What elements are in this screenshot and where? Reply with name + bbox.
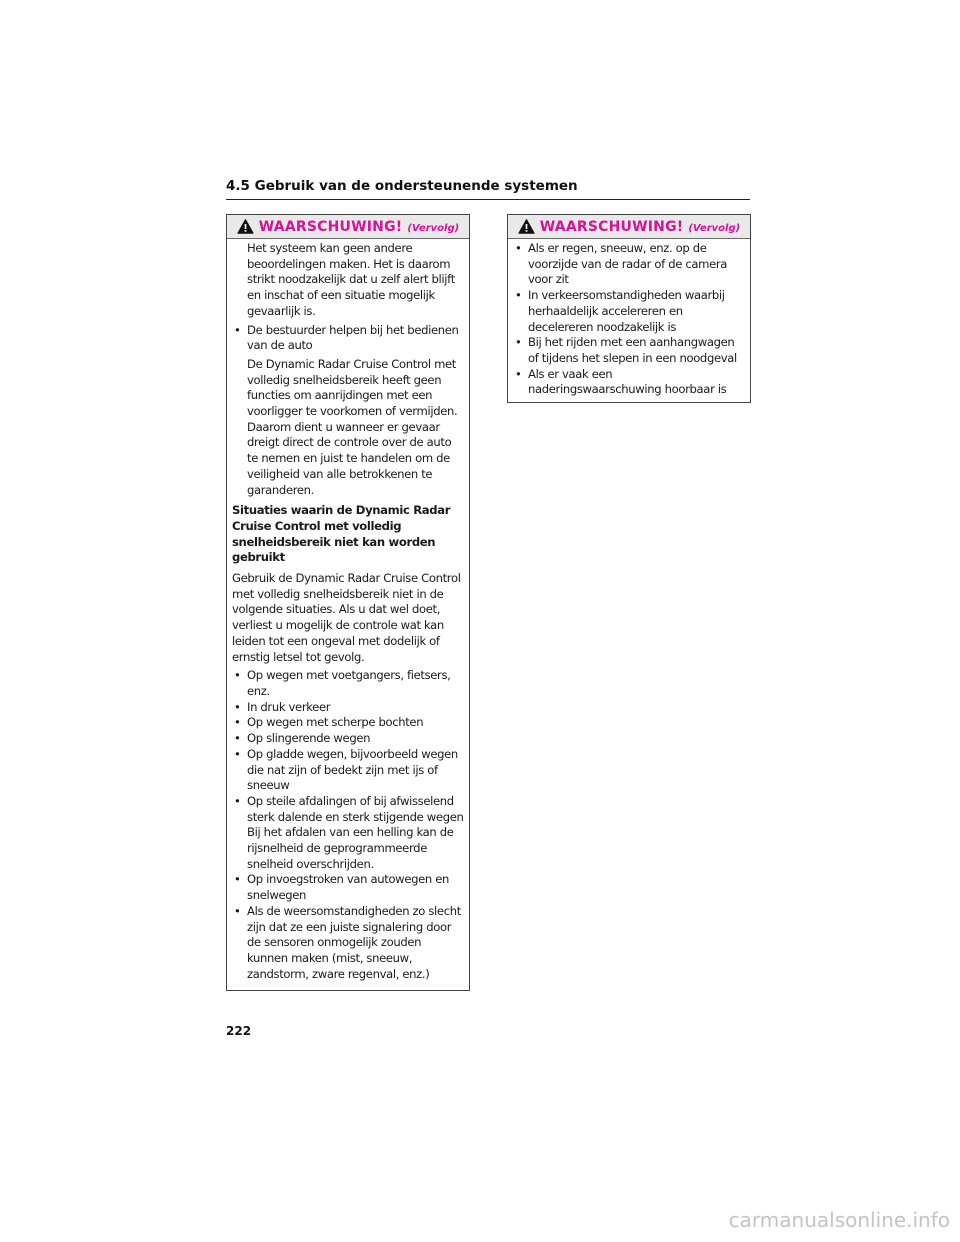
watermark: carmanualsonline.info (728, 1208, 950, 1232)
warning-box-right (507, 214, 751, 403)
intro-paragraph: Gebruik de Dynamic Radar Cruise Control met volledig snelheidsbereik niet in de volgende situaties. Als u dat wel doet, verliest u mogelijk de controle wat kan leiden tot een ongeval met dodelijk of ernstig letsel tot gevolg. (232, 571, 461, 664)
bullet-item: • Als er vaak een naderingswaarschuwing hoorbaar is (513, 367, 746, 398)
bullet-item: • Op steile afdalingen of bij afwisselend sterk dalende en sterk stijgende wegen Bij het afdalen van een helling kan de rijsnelheid de geprogrammeerde snelheid overschrijden. (232, 794, 465, 873)
bullet-list (232, 668, 465, 982)
bullet-item: • De bestuurder helpen bij het bedienen van de auto (232, 323, 465, 354)
warning-header (227, 215, 469, 239)
warning-body-right (508, 239, 750, 398)
warning-continued: (Vervolg) (407, 222, 460, 234)
warning-title: WAARSCHUWING! (539, 218, 684, 235)
warning-continued: (Vervolg) (688, 222, 741, 234)
warning-triangle-icon (237, 219, 254, 234)
subheading: Situaties waarin de Dynamic Radar Cruise Control met volledig snelheidsbereik niet kan worden gebruikt (232, 503, 451, 565)
warning-box-left (226, 214, 470, 991)
bullet-item: • Op gladde wegen, bijvoorbeeld wegen die nat zijn of bedekt zijn met ijs of sneeuw (232, 747, 465, 794)
section-header: 4.5 Gebruik van de ondersteunende systemen (226, 178, 750, 200)
bullet-item: • Bij het rijden met een aanhangwagen of tijdens het slepen in een noodgeval (513, 335, 746, 366)
paragraph: Het systeem kan geen andere beoordelingen maken. Het is daarom strikt noodzakelijk dat u zelf alert blijft en inschat of een situatie mogelijk gevaarlijk is. (247, 241, 455, 318)
bullet-item: • Als er regen, sneeuw, enz. op de voorzijde van de radar of de camera voor zit (513, 241, 746, 288)
bullet-item: • Als de weersomstandigheden zo slecht zijn dat ze een juiste signalering door de sensoren onmogelijk zouden kunnen maken (mist, sneeuw, zandstorm, zware regenval, enz.) (232, 904, 465, 983)
warning-header (508, 215, 750, 239)
bullet-item: • Op wegen met scherpe bochten (232, 715, 465, 731)
paragraph: De Dynamic Radar Cruise Control met volledig snelheidsbereik heeft geen functies om aanrijdingen met een voorligger te voorkomen of vermijden. Daarom dient u wanneer er gevaar dreigt direct de controle over de auto te nemen en juist te handelen om de veiligheid van alle betrokkenen te garanderen. (247, 356, 458, 497)
bullet-item: • Op slingerende wegen (232, 731, 465, 747)
warning-body-left (227, 239, 469, 982)
bullet-item: • In verkeersomstandigheden waarbij herhaaldelijk accelereren en decelereren noodzakelijk is (513, 288, 746, 335)
bullet-item: • Op wegen met voetgangers, fietsers, enz. (232, 668, 465, 699)
bullet-item: • In druk verkeer (232, 700, 465, 716)
bullet-item: • Op invoegstroken van autowegen en snelwegen (232, 872, 465, 903)
warning-triangle-icon (518, 219, 535, 234)
page-number: 222 (226, 1024, 252, 1038)
warning-title: WAARSCHUWING! (258, 218, 403, 235)
